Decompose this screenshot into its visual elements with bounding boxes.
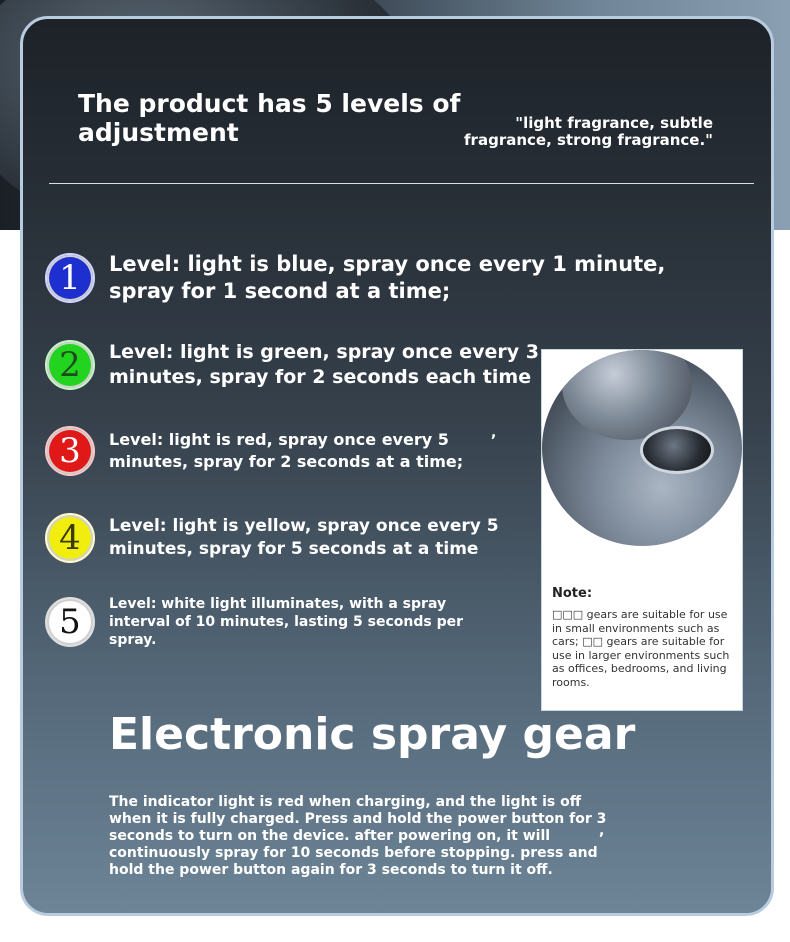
- level-1-text: Level: light is blue, spray once every 1 minute, spray for 1 second at a time;: [109, 252, 666, 303]
- level-5-item: [45, 595, 489, 649]
- level-4-item: [45, 513, 549, 563]
- product-button-shape: [640, 426, 714, 474]
- gear-title: Electronic spray gear: [109, 709, 636, 760]
- level-2-item: [45, 340, 569, 390]
- level-3-badge: 3: [45, 426, 95, 476]
- level-3-text: Level: light is red, spray once every 5 minutes, spray for 2 seconds at a time;: [109, 430, 464, 471]
- level-2-text: Level: light is green, spray once every 3 minutes, spray for 2 seconds each time: [109, 341, 539, 388]
- page-title: The product has 5 levels of adjustment: [78, 89, 461, 147]
- level-1-item: [45, 251, 699, 305]
- level-5-text: Level: white light illuminates, with a spray interval of 10 minutes, lasting 5 seconds per spray.: [109, 596, 463, 648]
- product-closeup-image: [542, 350, 742, 546]
- note-card: [541, 349, 743, 711]
- level-3-item: [45, 426, 499, 476]
- info-panel: [20, 16, 774, 916]
- level-4-text: Level: light is yellow, spray once every 5 minutes, spray for 5 seconds at a time: [109, 516, 499, 559]
- gear-description: The indicator light is red when charging, and the light is off when it is fully charged. Press and hold the power button for 3 seconds to turn on the device. after powering on, it will continuously spray for 10 seconds before stopping. press and hold the power button again for 3 seconds to turn it off.: [109, 794, 607, 878]
- level-2-badge: 2: [45, 340, 95, 390]
- page-subtitle: "light fragrance, subtle fragrance, strong fragrance.": [464, 114, 713, 149]
- header-divider: [49, 183, 754, 184]
- note-label: Note:: [552, 586, 593, 601]
- level-5-badge: 5: [45, 597, 95, 647]
- note-body: □□□ gears are suitable for use in small environments such as cars; □□ gears are suitable for use in larger environments such as offices, bedrooms, and living rooms.: [552, 608, 730, 689]
- level-1-badge: 1: [45, 253, 95, 303]
- stray-mark: ,: [491, 425, 497, 441]
- level-4-badge: 4: [45, 513, 95, 563]
- stray-mark: ,: [599, 823, 605, 839]
